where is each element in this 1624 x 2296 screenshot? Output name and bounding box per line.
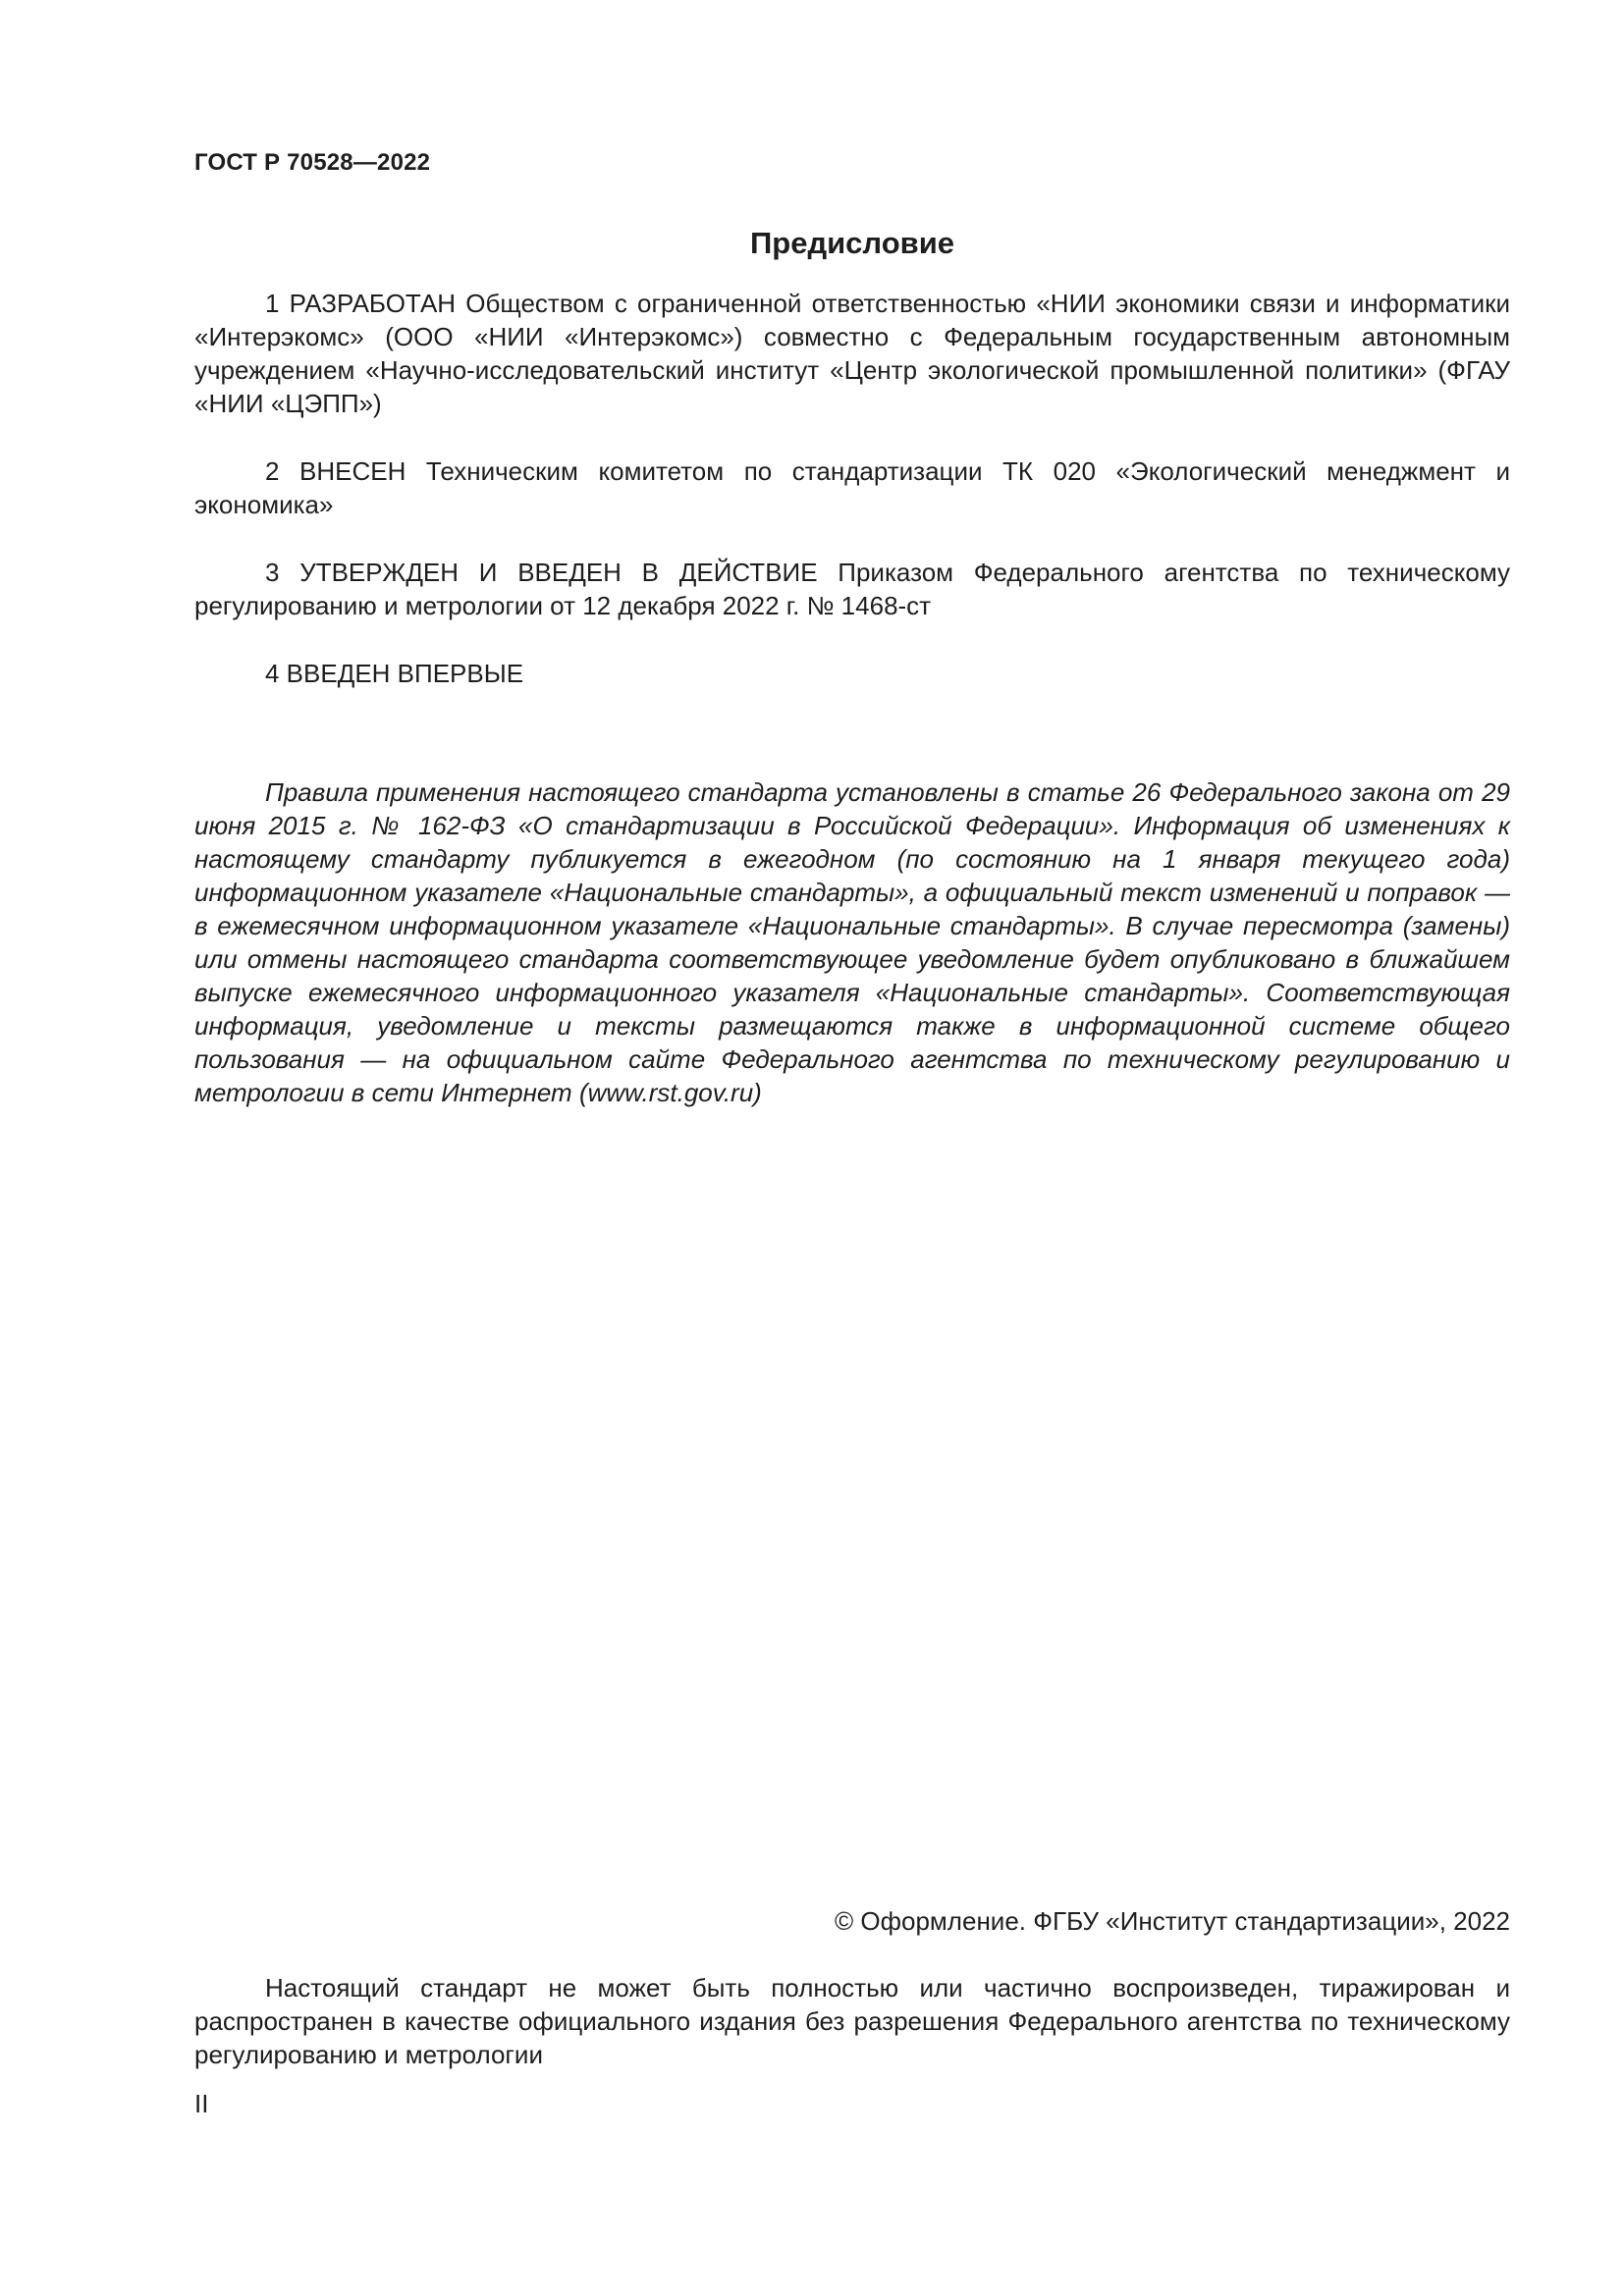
- rules-application-note: Правила применения настоящего стандарта установлены в статье 26 Федерального закона от 29 июня 2015 г. № 162-ФЗ «О стандартизации в Российской Федерации». Информация об изменениях к настоящему стандарту публикуется в ежегодном (по состоянию на 1 января текущего года) информационном указателе «Национальные стандарты», а официальный текст изменений и поправок — в ежемесячном информационном указателе «Национальные стандарты». В случае пересмотра (замены) или отмены настоящего стандарта соответствующее уведомление будет опубликовано в ближайшем выпуске ежемесячного информационного указателя «Национальные стандарты». Соответствующая информация, уведомление и тексты размещаются также в информационной системе общего пользования — на официальном сайте Федерального агентства по техническому регулированию и метрологии в сети Интернет (www.rst.gov.ru): [194, 777, 1510, 1107]
- foreword-item-4: 4 ВВЕДЕН ВПЕРВЫЕ: [265, 659, 524, 688]
- foreword-item-2: 2 ВНЕСЕН Техническим комитетом по стандартизации ТК 020 «Экологический менеджмент и экономика»: [194, 456, 1510, 519]
- foreword-body: [194, 287, 1510, 724]
- page-number: II: [194, 2089, 209, 2118]
- page-title: Предисловие: [749, 226, 954, 260]
- document-code: ГОСТ Р 70528—2022: [194, 149, 431, 176]
- foreword-item-3: 3 УТВЕРЖДЕН И ВВЕДЕН В ДЕЙСТВИЕ Приказом Федерального агентства по техническому регулированию и метрологии от 12 декабря 2022 г. № 1468-ст: [194, 558, 1510, 620]
- reproduction-notice: Настоящий стандарт не может быть полностью или частично воспроизведен, тиражирован и распространен в качестве официального издания без разрешения Федерального агентства по техническому регулированию и метрологии: [194, 1973, 1510, 2069]
- foreword-item-1: 1 РАЗРАБОТАН Обществом с ограниченной ответственностью «НИИ экономики связи и информатики «Интерэкомс» (ООО «НИИ «Интерэкомс») совместно с Федеральным государственным автономным учреждением «Научно-исследовательский институт «Центр экологической промышленной политики» (ФГАУ «НИИ «ЦЭПП»): [194, 289, 1510, 418]
- copyright-line: © Оформление. ФГБУ «Институт стандартизации», 2022: [835, 1906, 1510, 1936]
